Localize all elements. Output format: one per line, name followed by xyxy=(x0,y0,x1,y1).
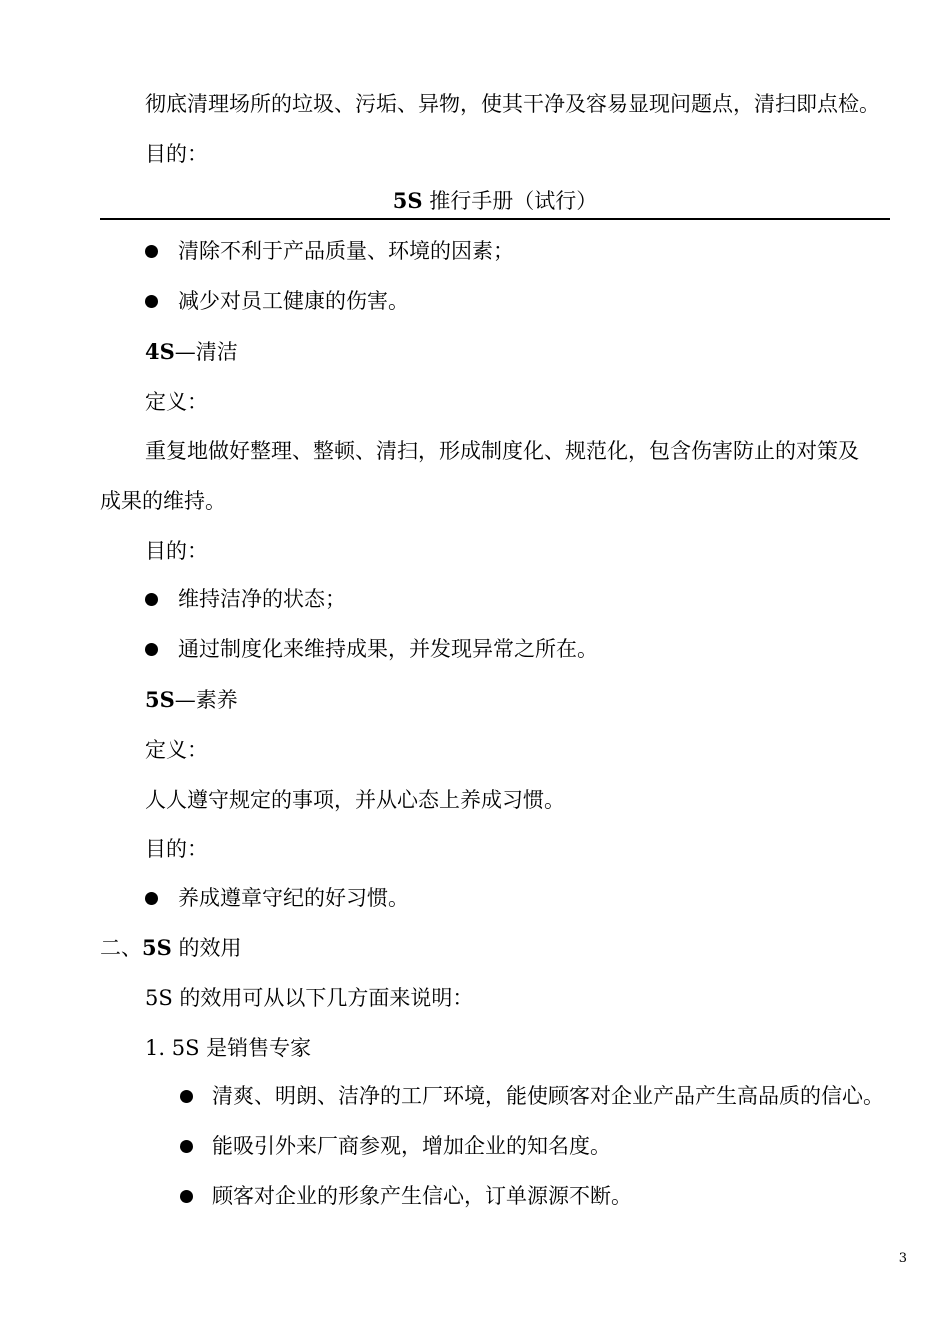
bullet-icon xyxy=(145,643,158,656)
bullet-item: 清除不利于产品质量、环境的因素； xyxy=(178,239,514,263)
paragraph-line: 5S 的效用可从以下几方面来说明： xyxy=(145,986,474,1010)
paragraph-line: 目的： xyxy=(145,837,208,861)
heading-prefix: 二、 xyxy=(100,936,142,960)
bullet-item: 养成遵章守纪的好习惯。 xyxy=(178,886,409,910)
heading-number: 4S xyxy=(145,339,175,364)
bullet-icon xyxy=(180,1190,193,1203)
bullet-icon xyxy=(145,295,158,308)
section-heading-4s xyxy=(145,337,238,367)
paragraph-line: 目的： xyxy=(145,539,208,563)
paragraph-line: 定义： xyxy=(145,738,208,762)
paragraph-line: 定义： xyxy=(145,390,208,414)
bullet-icon xyxy=(145,892,158,905)
header-title-bold: 5S xyxy=(392,188,423,213)
section-heading-5s xyxy=(145,685,238,715)
heading-text: —清洁 xyxy=(174,340,238,364)
header-title-rest: 推行手册（试行） xyxy=(422,189,598,213)
paragraph-line: 重复地做好整理、整顿、清扫，形成制度化、规范化，包含伤害防止的对策及 xyxy=(145,439,859,463)
bullet-item: 清爽、明朗、洁净的工厂环境，能使顾客对企业产品产生高品质的信心。 xyxy=(212,1084,884,1108)
page-header-title xyxy=(100,186,890,216)
paragraph-line: 成果的维持。 xyxy=(100,489,226,513)
bullet-item: 维持洁净的状态； xyxy=(178,587,346,611)
page-number: 3 xyxy=(898,1251,907,1266)
bullet-icon xyxy=(180,1140,193,1153)
header-rule xyxy=(100,218,890,220)
paragraph-line: 目的： xyxy=(145,142,208,166)
bullet-item: 通过制度化来维持成果，并发现异常之所在。 xyxy=(178,637,598,661)
paragraph-line: 彻底清理场所的垃圾、污垢、异物，使其干净及容易显现问题点，清扫即点检。 xyxy=(145,92,880,116)
bullet-item: 能吸引外来厂商参观，增加企业的知名度。 xyxy=(212,1134,611,1158)
heading-text: 的效用 xyxy=(171,936,242,960)
heading-number: 5S xyxy=(145,687,175,712)
heading-text: —素养 xyxy=(174,688,238,712)
bullet-icon xyxy=(180,1090,193,1103)
heading-number: 5S xyxy=(142,935,172,960)
numbered-item: 1. 5S 是销售专家 xyxy=(145,1036,312,1060)
bullet-icon xyxy=(145,245,158,258)
bullet-item: 减少对员工健康的伤害。 xyxy=(178,289,409,313)
bullet-icon xyxy=(145,593,158,606)
paragraph-line: 人人遵守规定的事项，并从心态上养成习惯。 xyxy=(145,788,565,812)
section-heading-2 xyxy=(100,933,241,963)
bullet-item: 顾客对企业的形象产生信心，订单源源不断。 xyxy=(212,1184,632,1208)
